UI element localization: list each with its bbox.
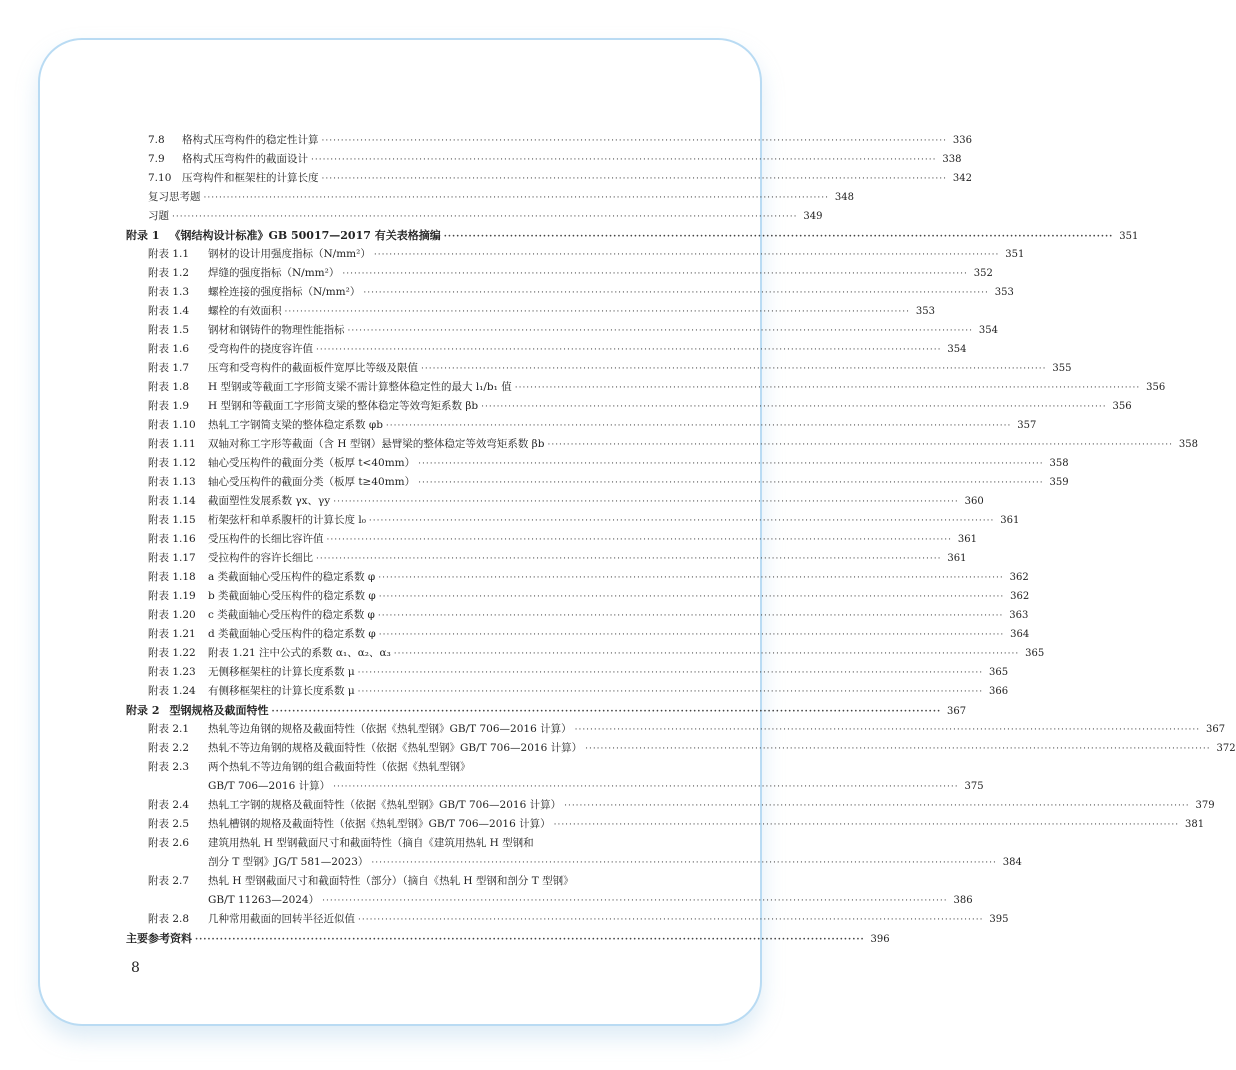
entry-number: 附表 1.1: [148, 248, 190, 260]
leader-dots: [316, 341, 941, 360]
entry-title: 有侧移框架柱的计算长度系数 μ: [208, 685, 355, 697]
toc-entry: [126, 739, 1236, 758]
leader-dots: [575, 721, 1200, 740]
toc-entry: [126, 853, 1022, 872]
entry-title: 钢材和钢铸件的物理性能指标: [208, 324, 345, 336]
entry-number: 附表 1.2: [148, 267, 190, 279]
leader-dots: [369, 512, 994, 531]
leader-dots: [172, 208, 797, 227]
entry-page: 354: [978, 325, 998, 336]
leader-dots: [394, 645, 1019, 664]
toc-entry: [126, 188, 854, 207]
entry-number: 7.10: [148, 172, 172, 184]
toc-entry: [126, 872, 678, 891]
entry-number: 附表 1.11: [148, 438, 196, 450]
toc-entry: [126, 359, 1072, 378]
leader-dots: [316, 550, 941, 569]
toc-entry: [126, 625, 1030, 644]
entry-number: 附表 1.15: [148, 514, 196, 526]
leader-dots: [204, 189, 829, 208]
entry-number: 附表 2.7: [148, 875, 190, 887]
entry-title: 《钢结构设计标准》GB 50017—2017 有关表格摘编: [169, 229, 441, 242]
entry-title: d 类截面轴心受压构件的稳定系数 φ: [208, 628, 376, 640]
toc-entry: [126, 663, 1009, 682]
toc-entry: [126, 910, 1009, 929]
toc-entry: [126, 682, 1009, 701]
entry-page: 395: [989, 914, 1009, 925]
toc-entry: [126, 321, 998, 340]
leader-dots: [418, 474, 1043, 493]
entry-title: 主要参考资料: [126, 932, 192, 945]
entry-number: 附表 1.20: [148, 609, 196, 621]
leader-dots: [342, 265, 967, 284]
leader-dots: [311, 151, 936, 170]
entry-number: 附表 2.3: [148, 761, 190, 773]
leader-dots: [421, 360, 1046, 379]
entry-number: 附表 1.24: [148, 685, 196, 697]
page-number: 8: [131, 960, 140, 976]
entry-page: 336: [952, 135, 972, 146]
entry-page: 367: [947, 706, 967, 717]
entry-page: 363: [1009, 610, 1029, 621]
toc-entry: [126, 416, 1037, 435]
toc-entry: [126, 169, 972, 188]
entry-number: 附表 1.7: [148, 362, 190, 374]
leader-dots: [358, 664, 983, 683]
entry-page: 359: [1049, 477, 1069, 488]
entry-number: 附表 2.2: [148, 742, 190, 754]
entry-page: 372: [1216, 743, 1236, 754]
leader-dots: [554, 816, 1179, 835]
entry-page: 362: [1009, 572, 1029, 583]
table-of-contents: [126, 131, 1236, 948]
entry-title: 附表 1.21 注中公式的系数 α₁、α₂、α₃: [208, 647, 391, 659]
leader-dots: [564, 797, 1189, 816]
entry-title: 几种常用截面的回转半径近似值: [208, 913, 355, 925]
entry-title: 压弯构件和框架柱的计算长度: [182, 172, 319, 184]
toc-entry: [126, 720, 1226, 739]
leader-dots: [378, 607, 1003, 626]
toc-entry: [126, 340, 967, 359]
entry-number: 附表 1.3: [148, 286, 190, 298]
toc-entry: [126, 454, 1069, 473]
entry-title: 热轧工字钢简支梁的整体稳定系数 φb: [208, 419, 383, 431]
toc-entry: [126, 834, 678, 853]
entry-title: 轴心受压构件的截面分类（板厚 t≥40mm）: [208, 476, 416, 488]
entry-title: 两个热轧不等边角钢的组合截面特性（依据《热轧型钢》: [208, 761, 471, 773]
entry-title: 螺栓的有效面积: [208, 305, 282, 317]
toc-entry: [126, 549, 967, 568]
entry-number: 附表 1.9: [148, 400, 190, 412]
entry-page: 354: [947, 344, 967, 355]
entry-page: 353: [994, 287, 1014, 298]
toc-entry: [126, 644, 1045, 663]
entry-title: 轴心受压构件的截面分类（板厚 t<40mm）: [208, 457, 416, 469]
leader-dots: [327, 531, 952, 550]
entry-title: 热轧 H 型钢截面尺寸和截面特性（部分）（摘自《热轧 H 型钢和剖分 T 型钢》: [208, 875, 574, 887]
toc-entry: [126, 796, 1215, 815]
leader-dots: [333, 778, 958, 797]
entry-number: 附表 1.10: [148, 419, 196, 431]
leader-dots: [358, 683, 983, 702]
toc-entry: [126, 378, 1166, 397]
entry-title-continued: GB/T 11263—2024）: [208, 894, 320, 906]
leader-dots: [585, 740, 1210, 759]
entry-title: 螺栓连接的强度指标（N/mm²）: [208, 286, 361, 298]
leader-dots: [371, 854, 996, 873]
leader-dots: [547, 436, 1172, 455]
entry-number: 附表 1.19: [148, 590, 196, 602]
entry-page: 356: [1146, 382, 1166, 393]
entry-number: 7.8: [148, 134, 165, 146]
entry-page: 379: [1195, 800, 1215, 811]
entry-title: 热轧等边角钢的规格及截面特性（依据《热轧型钢》GB/T 706—2016 计算）: [208, 723, 572, 735]
leader-dots: [515, 379, 1140, 398]
entry-title-continued: 剖分 T 型钢》JG/T 581—2023）: [208, 856, 369, 868]
entry-page: 348: [834, 192, 854, 203]
toc-entry: [126, 473, 1069, 492]
entry-number: 附表 2.8: [148, 913, 190, 925]
entry-number: 附录 2: [126, 704, 160, 717]
entry-page: 355: [1052, 363, 1072, 374]
entry-page: 349: [803, 211, 823, 222]
entry-number: 附表 2.4: [148, 799, 190, 811]
leader-dots: [195, 931, 865, 950]
leader-dots: [322, 132, 947, 151]
entry-title: a 类截面轴心受压构件的稳定系数 φ: [208, 571, 376, 583]
entry-title: c 类截面轴心受压构件的稳定系数 φ: [208, 609, 375, 621]
leader-dots: [363, 284, 988, 303]
entry-title: 钢材的设计用强度指标（N/mm²）: [208, 248, 371, 260]
entry-title: 压弯和受弯构件的截面板件宽厚比等级及限值: [208, 362, 418, 374]
entry-title: H 型钢或等截面工字形简支梁不需计算整体稳定性的最大 l₁/b₁ 值: [208, 381, 512, 393]
entry-page: 362: [1010, 591, 1030, 602]
entry-title: 建筑用热轧 H 型钢截面尺寸和截面特性（摘自《建筑用热轧 H 型钢和: [208, 837, 534, 849]
toc-entry: [126, 226, 1139, 245]
entry-title: 习题: [148, 210, 169, 222]
entry-number: 附表 1.12: [148, 457, 196, 469]
toc-entry: [126, 397, 1132, 416]
leader-dots: [348, 322, 973, 341]
entry-page: 353: [915, 306, 935, 317]
leader-dots: [322, 170, 947, 189]
toc-entry: [126, 606, 1029, 625]
entry-title: H 型钢和等截面工字形简支梁的整体稳定等效弯矩系数 βb: [208, 400, 479, 412]
entry-page: 396: [870, 934, 890, 945]
entry-number: 7.9: [148, 153, 165, 165]
entry-number: 附表 1.8: [148, 381, 190, 393]
toc-entry: [126, 283, 1014, 302]
entry-number: 附表 1.21: [148, 628, 196, 640]
leader-dots: [379, 588, 1004, 607]
entry-page: 351: [1119, 231, 1139, 242]
entry-title: 格构式压弯构件的稳定性计算: [182, 134, 319, 146]
entry-page: 366: [989, 686, 1009, 697]
toc-entry: [126, 587, 1030, 606]
toc-entry: [126, 131, 972, 150]
leader-dots: [378, 569, 1003, 588]
leader-dots: [386, 417, 1011, 436]
entry-number: 附表 2.6: [148, 837, 190, 849]
entry-page: 351: [1005, 249, 1025, 260]
entry-page: 361: [957, 534, 977, 545]
entry-title: 热轧不等边角钢的规格及截面特性（依据《热轧型钢》GB/T 706—2016 计算）: [208, 742, 583, 754]
entry-title: 热轧工字钢的规格及截面特性（依据《热轧型钢》GB/T 706—2016 计算）: [208, 799, 562, 811]
entry-number: 附表 1.13: [148, 476, 196, 488]
entry-page: 360: [964, 496, 984, 507]
toc-entry: [126, 568, 1029, 587]
entry-page: 352: [973, 268, 993, 279]
entry-page: 367: [1205, 724, 1226, 735]
toc-entry: [126, 758, 678, 777]
entry-page: 358: [1178, 439, 1198, 450]
entry-page: 361: [1000, 515, 1020, 526]
entry-page: 342: [952, 173, 972, 184]
toc-entry: [126, 929, 890, 948]
leader-dots: [481, 398, 1106, 417]
entry-page: 365: [1025, 648, 1045, 659]
entry-title: b 类截面轴心受压构件的稳定系数 φ: [208, 590, 376, 602]
entry-number: 附录 1: [126, 229, 160, 242]
entry-number: 附表 2.1: [148, 723, 190, 735]
entry-number: 附表 1.22: [148, 647, 196, 659]
entry-number: 附表 1.17: [148, 552, 196, 564]
toc-entry: [126, 245, 1025, 264]
toc-entry: [126, 435, 1198, 454]
entry-title: 受压构件的长细比容许值: [208, 533, 324, 545]
entry-title: 双轴对称工字形等截面（含 H 型钢）悬臂梁的整体稳定等效弯矩系数 βb: [208, 438, 545, 450]
leader-dots: [358, 911, 983, 930]
entry-number: 附表 1.4: [148, 305, 190, 317]
entry-number: 附表 1.6: [148, 343, 190, 355]
toc-entry: [126, 777, 984, 796]
entry-title: 焊缝的强度指标（N/mm²）: [208, 267, 340, 279]
entry-title: 截面塑性发展系数 γx、γy: [208, 495, 331, 507]
toc-entry: [126, 207, 823, 226]
entry-page: 356: [1112, 401, 1132, 412]
entry-page: 384: [1002, 857, 1022, 868]
leader-dots: [322, 892, 947, 911]
toc-entry: [126, 150, 962, 169]
leader-dots: [333, 493, 958, 512]
entry-number: 附表 1.16: [148, 533, 196, 545]
toc-entry: [126, 891, 973, 910]
leader-dots: [374, 246, 999, 265]
toc-entry: [126, 264, 993, 283]
leader-dots: [285, 303, 910, 322]
toc-entry: [126, 492, 984, 511]
entry-page: 361: [947, 553, 967, 564]
entry-page: 375: [964, 781, 984, 792]
entry-page: 364: [1010, 629, 1030, 640]
leader-dots: [379, 626, 1004, 645]
entry-title: 型钢规格及截面特性: [169, 704, 269, 717]
entry-title: 热轧槽钢的规格及截面特性（依据《热轧型钢》GB/T 706—2016 计算）: [208, 818, 551, 830]
entry-number: 附表 1.23: [148, 666, 196, 678]
toc-entry: [126, 701, 967, 720]
entry-title: 格构式压弯构件的截面设计: [182, 153, 308, 165]
entry-number: 附表 2.5: [148, 818, 190, 830]
entry-page: 386: [953, 895, 973, 906]
entry-number: 附表 1.14: [148, 495, 196, 507]
entry-number: 附表 1.5: [148, 324, 190, 336]
toc-entry: [126, 530, 977, 549]
entry-title-continued: GB/T 706—2016 计算）: [208, 780, 331, 792]
toc-entry: [126, 302, 935, 321]
leader-dots: [418, 455, 1043, 474]
entry-number: 附表 1.18: [148, 571, 196, 583]
entry-title: 受弯构件的挠度容许值: [208, 343, 313, 355]
entry-title: 受拉构件的容许长细比: [208, 552, 313, 564]
entry-page: 338: [942, 154, 962, 165]
toc-entry: [126, 511, 1020, 530]
entry-title: 无侧移框架柱的计算长度系数 μ: [208, 666, 355, 678]
entry-page: 365: [989, 667, 1009, 678]
entry-title: 桁架弦杆和单系腹杆的计算长度 l₀: [208, 514, 366, 526]
entry-page: 381: [1184, 819, 1205, 830]
toc-entry: [126, 815, 1205, 834]
entry-page: 358: [1049, 458, 1069, 469]
entry-title: 复习思考题: [148, 191, 201, 203]
entry-page: 357: [1017, 420, 1037, 431]
